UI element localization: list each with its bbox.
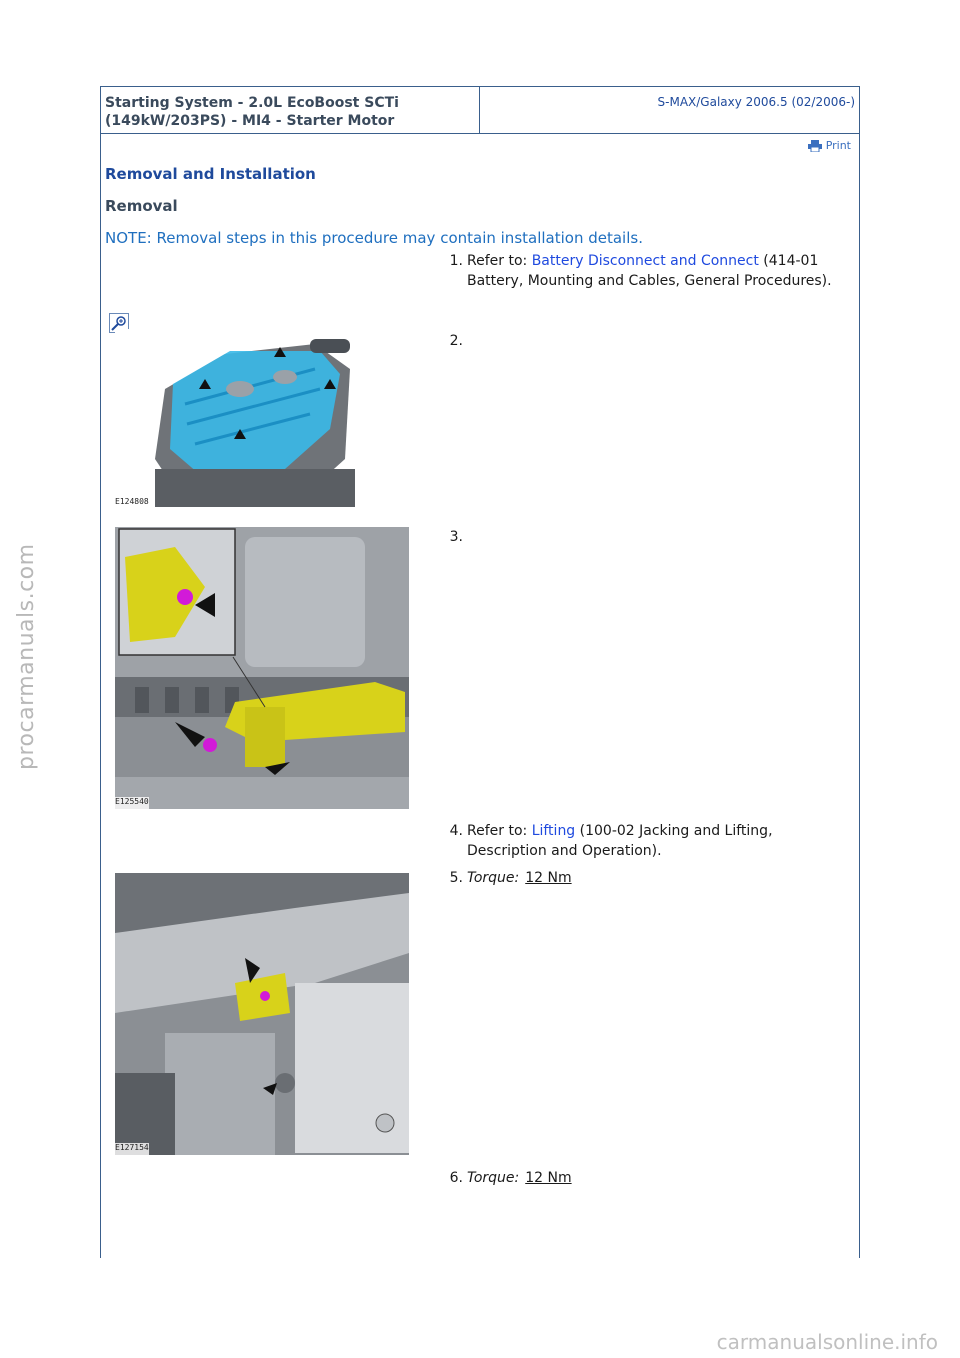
step-text xyxy=(467,251,841,291)
step-suffix: (100-02 Jacking and Lifting, Description and Operation). xyxy=(467,823,773,859)
step-prefix: Refer to: xyxy=(467,253,532,269)
step-number: 6. xyxy=(449,1170,463,1186)
print-label: Print xyxy=(825,139,851,152)
step-number: 5. xyxy=(449,870,463,886)
figure-label: E127154 xyxy=(115,1143,149,1256)
step-6 xyxy=(431,1168,841,1188)
vehicle-model: S-MAX/Galaxy 2006.5 (02/2006-) xyxy=(657,95,855,109)
step-number: 2. xyxy=(449,333,463,349)
step-text xyxy=(467,1168,841,1188)
step-3 xyxy=(431,527,841,547)
step-2 xyxy=(431,331,841,351)
step-prefix: Refer to: xyxy=(467,823,532,839)
step-text xyxy=(467,868,841,888)
step-number: 4. xyxy=(449,823,463,839)
torque-label: Torque: xyxy=(467,870,520,886)
document-title: Starting System - 2.0L EcoBoost SCTi (149kW/203PS) - MI4 - Starter Motor xyxy=(105,95,399,129)
figure-label: E124808 xyxy=(115,497,149,1256)
lifting-link[interactable]: Lifting xyxy=(531,823,576,839)
step-1 xyxy=(431,251,841,291)
step-4 xyxy=(431,821,841,861)
starter-bracket-illustration xyxy=(115,527,409,809)
engine-cover-illustration xyxy=(115,329,357,507)
step-number: 1. xyxy=(449,253,463,269)
document-frame xyxy=(100,86,860,1258)
starter-motor-bolt-illustration xyxy=(115,873,409,1155)
battery-disconnect-link[interactable]: Battery Disconnect and Connect xyxy=(531,253,759,269)
note-text: NOTE: Removal steps in this procedure may contain installation details. xyxy=(105,229,643,247)
document-header xyxy=(101,87,859,134)
figure-label: E125540 xyxy=(115,797,149,1256)
step-suffix: (414-01 Battery, Mounting and Cables, General Procedures). xyxy=(467,253,832,289)
side-watermark: procarmanuals.com xyxy=(14,543,39,770)
torque-label: Torque: xyxy=(467,1170,520,1186)
bottom-watermark: carmanualsonline.info xyxy=(716,1330,938,1354)
subsection-title: Removal xyxy=(105,197,178,215)
print-button[interactable] xyxy=(808,139,851,152)
torque-value: 12 Nm xyxy=(525,1170,572,1186)
step-text xyxy=(467,821,841,861)
step-5 xyxy=(431,868,841,888)
torque-value: 12 Nm xyxy=(525,870,572,886)
printer-icon xyxy=(808,140,822,152)
header-divider xyxy=(479,87,480,133)
step-number: 3. xyxy=(449,529,463,545)
section-title: Removal and Installation xyxy=(105,165,316,183)
